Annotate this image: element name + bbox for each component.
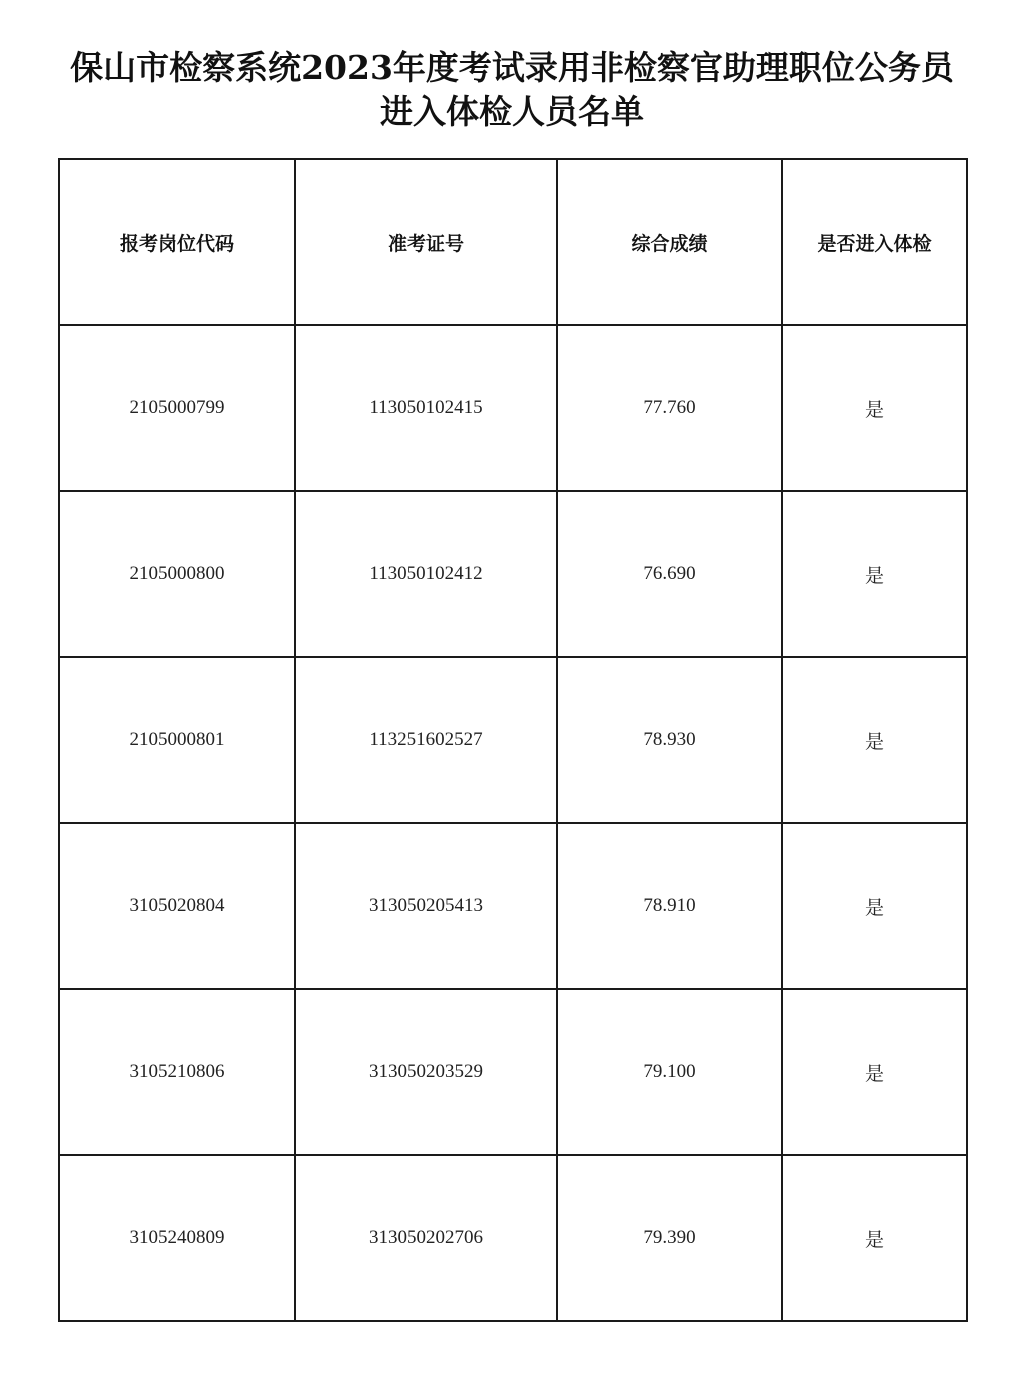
cell-score: 78.930 [557, 657, 782, 823]
cell-position-code: 3105020804 [59, 823, 295, 989]
cell-score: 77.760 [557, 325, 782, 491]
cell-physical-exam: 是 [782, 1155, 967, 1321]
table-row [59, 491, 967, 657]
cell-exam-number: 113251602527 [295, 657, 557, 823]
header-physical-exam: 是否进入体检 [782, 159, 967, 325]
title-line-2: 进入体检人员名单 [380, 92, 644, 131]
table-row [59, 823, 967, 989]
table-header-row [59, 159, 967, 325]
table-row [59, 989, 967, 1155]
cell-position-code: 3105240809 [59, 1155, 295, 1321]
cell-physical-exam: 是 [782, 989, 967, 1155]
header-position-code: 报考岗位代码 [59, 159, 295, 325]
cell-exam-number: 113050102412 [295, 491, 557, 657]
cell-score: 76.690 [557, 491, 782, 657]
cell-physical-exam: 是 [782, 657, 967, 823]
header-exam-number: 准考证号 [295, 159, 557, 325]
header-score: 综合成绩 [557, 159, 782, 325]
title-line-1: 保山市检察系统2023年度考试录用非检察官助理职位公务员 [70, 48, 954, 87]
table-row [59, 657, 967, 823]
candidate-table [58, 158, 968, 1322]
cell-exam-number: 113050102415 [295, 325, 557, 491]
cell-position-code: 3105210806 [59, 989, 295, 1155]
cell-position-code: 2105000801 [59, 657, 295, 823]
cell-physical-exam: 是 [782, 823, 967, 989]
cell-exam-number: 313050202706 [295, 1155, 557, 1321]
cell-score: 79.100 [557, 989, 782, 1155]
cell-physical-exam: 是 [782, 491, 967, 657]
table-row [59, 325, 967, 491]
cell-exam-number: 313050205413 [295, 823, 557, 989]
cell-score: 79.390 [557, 1155, 782, 1321]
table-row [59, 1155, 967, 1321]
document-title [0, 46, 1024, 134]
cell-position-code: 2105000799 [59, 325, 295, 491]
cell-position-code: 2105000800 [59, 491, 295, 657]
cell-score: 78.910 [557, 823, 782, 989]
cell-physical-exam: 是 [782, 325, 967, 491]
cell-exam-number: 313050203529 [295, 989, 557, 1155]
